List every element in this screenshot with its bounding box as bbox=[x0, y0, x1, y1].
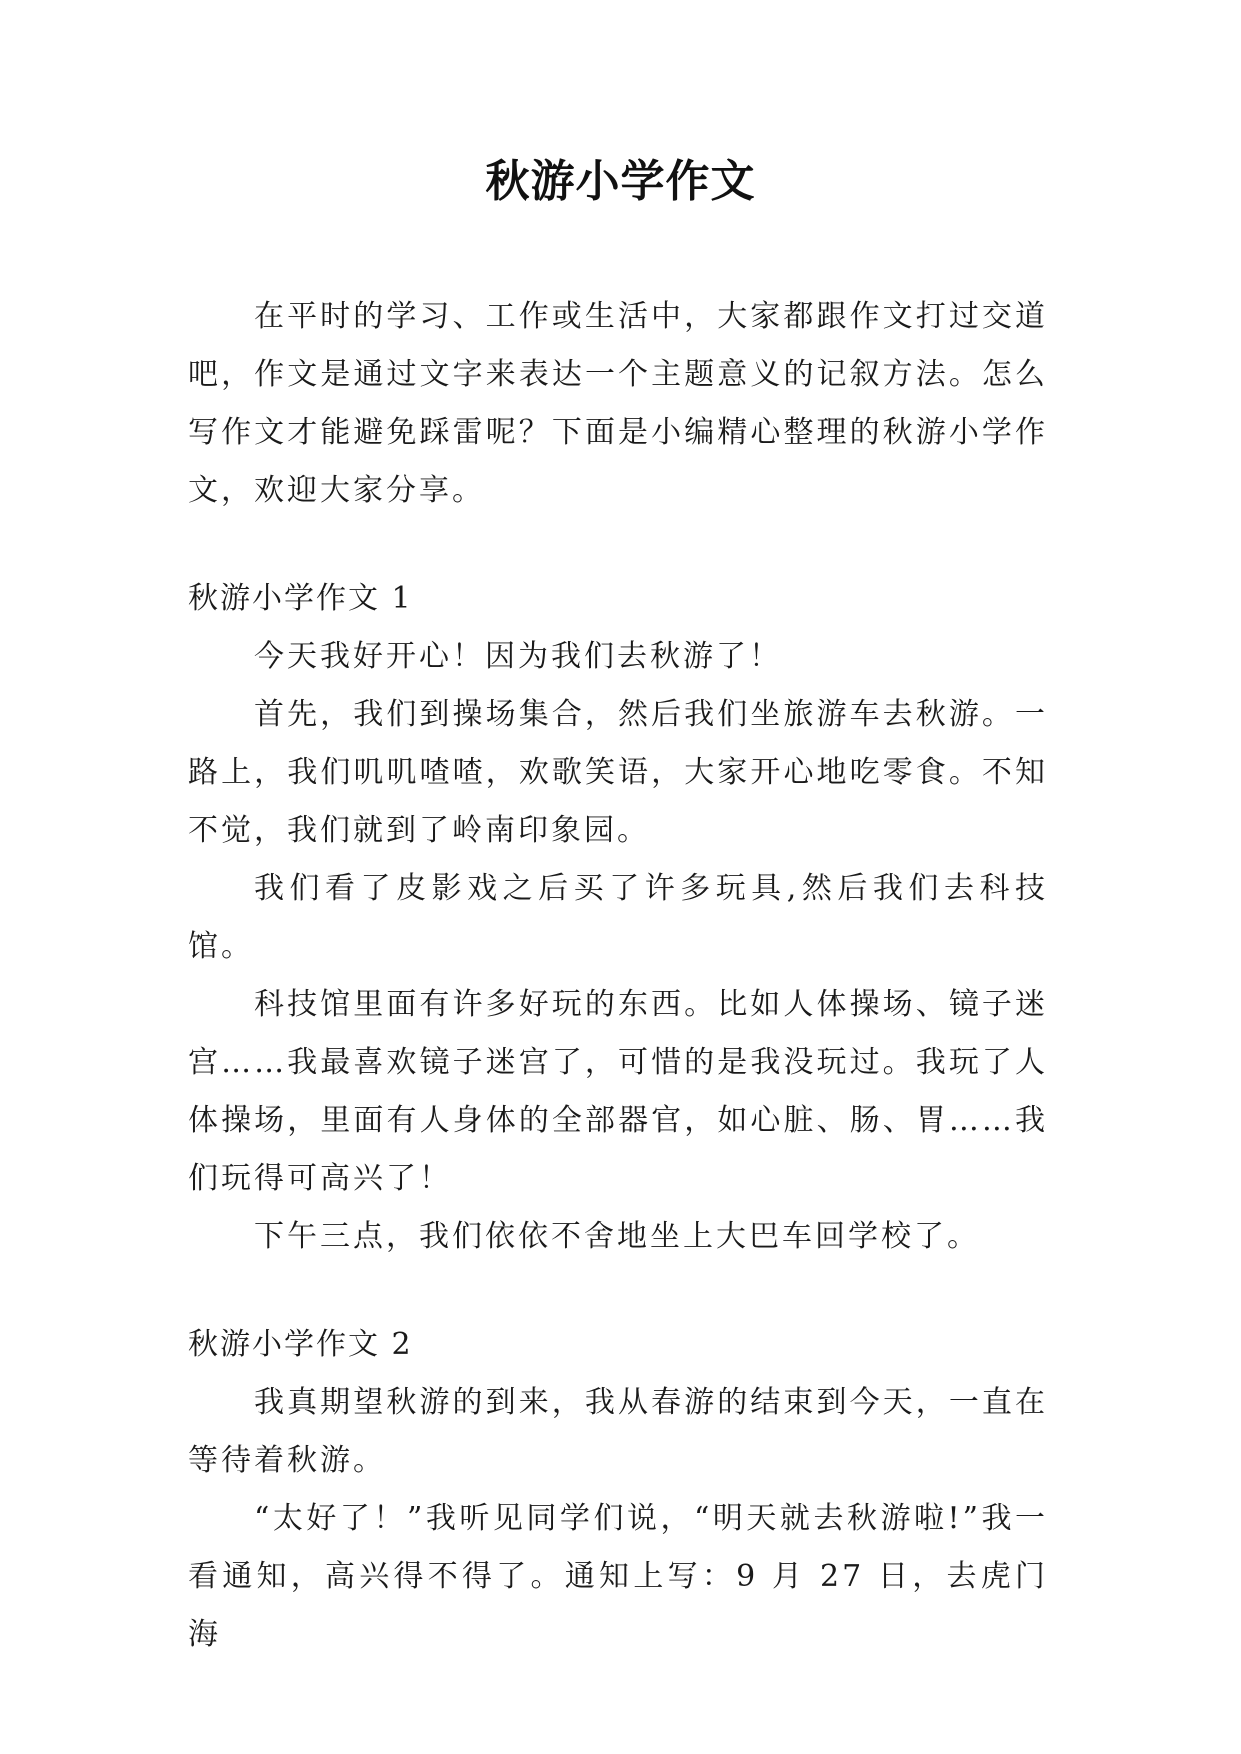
essay-paragraph: 科技馆里面有许多好玩的东西。比如人体操场、镜子迷宫……我最喜欢镜子迷宫了，可惜的是我没玩过。我玩了人体操场，里面有人身体的全部器官，如心脏、肠、胃……我们玩得可高兴了！ bbox=[188, 987, 1048, 1196]
document-body bbox=[188, 288, 1048, 1664]
essay-paragraph: 下午三点，我们依依不舍地坐上大巴车回学校了。 bbox=[254, 1219, 980, 1254]
essay-paragraph: 首先，我们到操场集合，然后我们坐旅游车去秋游。一路上，我们叽叽喳喳，欢歌笑语，大家开心地吃零食。不知不觉，我们就到了岭南印象园。 bbox=[188, 697, 1048, 848]
essay-paragraph: “太好了！”我听见同学们说，“明天就去秋游啦!”我一看通知，高兴得不得了。通知上写：9 月 27 日，去虎门海 bbox=[188, 1501, 1048, 1652]
essay-paragraph: 我们看了皮影戏之后买了许多玩具,然后我们去科技馆。 bbox=[188, 871, 1048, 964]
essay-2 bbox=[188, 1316, 1048, 1664]
intro-paragraph: 在平时的学习、工作或生活中，大家都跟作文打过交道吧，作文是通过文字来表达一个主题意义的记叙方法。怎么写作文才能避免踩雷呢？下面是小编精心整理的秋游小学作文，欢迎大家分享。 bbox=[188, 299, 1048, 508]
essay-paragraph: 我真期望秋游的到来，我从春游的结束到今天，一直在等待着秋游。 bbox=[188, 1385, 1048, 1478]
essay-heading: 秋游小学作文 2 bbox=[188, 1327, 413, 1362]
essay-1 bbox=[188, 570, 1048, 1266]
document-title: 秋游小学作文 bbox=[485, 156, 756, 207]
essay-heading: 秋游小学作文 1 bbox=[188, 581, 413, 616]
essay-paragraph: 今天我好开心！因为我们去秋游了！ bbox=[254, 639, 782, 674]
